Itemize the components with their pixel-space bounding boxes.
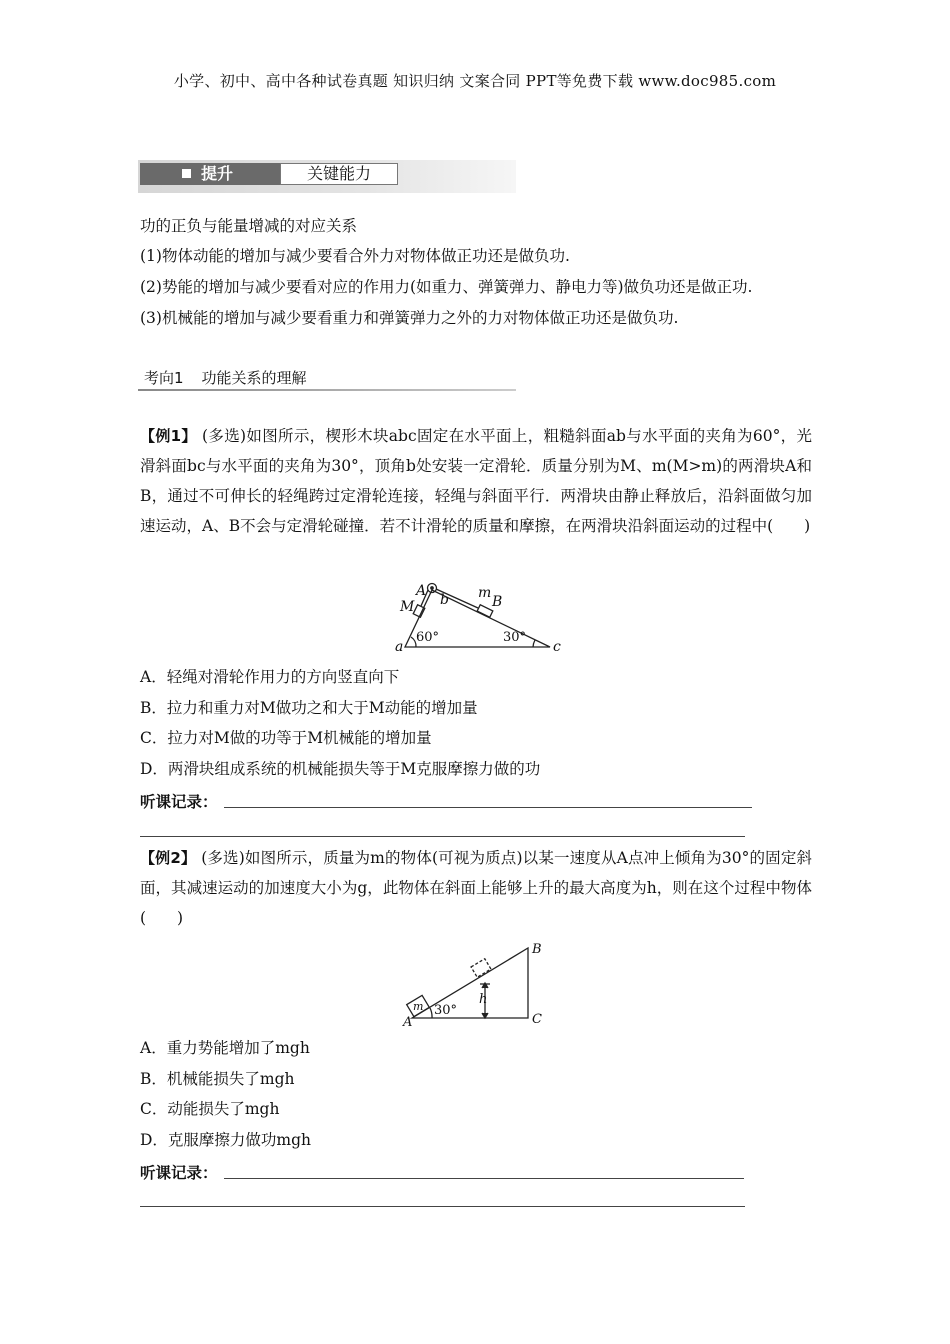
block-B [477,605,493,617]
label-B: B [492,594,503,610]
example2-option-c: C．动能损失了mgh [140,1100,280,1118]
label-30deg-2: 30° [434,1003,458,1018]
example1-option-a: A．轻绳对滑轮作用力的方向竖直向下 [140,668,400,686]
topic-divider [138,389,516,391]
example1-record-label: 听课记录： [140,793,218,811]
example1-option-d: D．两滑块组成系统的机械能损失等于M克服摩擦力做的功 [140,760,541,778]
label-B2: B [532,942,542,957]
block-dashed [471,959,491,978]
example2-tag: 【例2】 [140,849,197,867]
banner-right-label: 关键能力 [280,163,398,185]
square-bullet-icon [182,169,191,178]
section-banner [138,160,516,193]
example1-text: (多选)如图所示，楔形木块abc固定在水平面上，粗糙斜面ab与水平面的夹角为60°，光滑斜面bc与水平面的夹角为30°，顶角b处安装一定滑轮．质量分别为M、m(M>m)的两滑块A和B，通过不可伸长的轻绳跨过定滑轮连接，轻绳与斜面平行．两滑块由静止释放后，沿斜面做匀加速运动，A、B不会与定滑轮碰撞．若不计滑轮的质量和摩擦，在两滑块沿斜面运动的过程中( ) [140,427,812,535]
label-c: c [553,639,561,655]
intro-line-1: (1)物体动能的增加与减少要看合外力对物体做正功还是做负功. [140,247,570,265]
intro-title: 功的正负与能量增减的对应关系 [140,217,358,235]
example1-figure [385,575,575,657]
example1-option-b: B．拉力和重力对M做功之和大于M动能的增加量 [140,699,478,717]
example1-record-line-2[interactable] [140,836,745,837]
example1-record-line[interactable] [224,807,752,808]
label-m2: m [413,1000,424,1013]
example2-option-a: A．重力势能增加了mgh [140,1039,310,1057]
banner-left [140,163,280,185]
block-A [413,605,425,617]
angle-arc [430,1008,432,1018]
example1-tag: 【例1】 [140,427,197,445]
label-A: A [416,583,427,599]
topic-title: 功能关系的理解 [201,369,307,387]
label-60deg: 60° [416,630,440,645]
example2-text: (多选)如图所示，质量为m的物体(可视为质点)以某一速度从A点冲上倾角为30°的固定斜面，其减速运动的加速度大小为g，此物体在斜面上能够上升的最大高度为h，则在这个过程中物体( ) [140,849,812,927]
label-a: a [395,639,404,655]
topic-heading [144,367,325,388]
example1-paragraph [140,421,812,541]
label-M: M [400,599,415,615]
example2-record-line-2[interactable] [140,1206,745,1207]
label-h: h [479,992,488,1007]
example2-record-label: 听课记录： [140,1164,218,1182]
intro-line-3: (3)机械能的增加与减少要看重力和弹簧弹力之外的力对物体做正功还是做负功. [140,309,679,327]
label-b: b [440,592,449,608]
example2-option-d: D．克服摩擦力做功mgh [140,1131,312,1149]
label-A2: A [403,1015,413,1030]
example2-paragraph [140,843,812,933]
example1-option-c: C．拉力对M做的功等于M机械能的增加量 [140,729,432,747]
angle-arc-right [533,640,535,647]
page-header: 小学、初中、高中各种试卷真题 知识归纳 文案合同 PPT等免费下载 www.doc985.com [173,72,777,90]
intro-line-2: (2)势能的增加与减少要看对应的作用力(如重力、弹簧弹力、静电力等)做负功还是做正功. [140,278,753,296]
label-m: m [478,585,492,601]
banner-left-label: 提升 [201,164,234,183]
example2-record-line[interactable] [224,1178,744,1179]
label-30deg: 30° [503,630,527,645]
label-C2: C [532,1012,542,1027]
topic-label: 考向1 [144,369,184,387]
example2-option-b: B．机械能损失了mgh [140,1070,295,1088]
example2-figure [400,940,550,1030]
